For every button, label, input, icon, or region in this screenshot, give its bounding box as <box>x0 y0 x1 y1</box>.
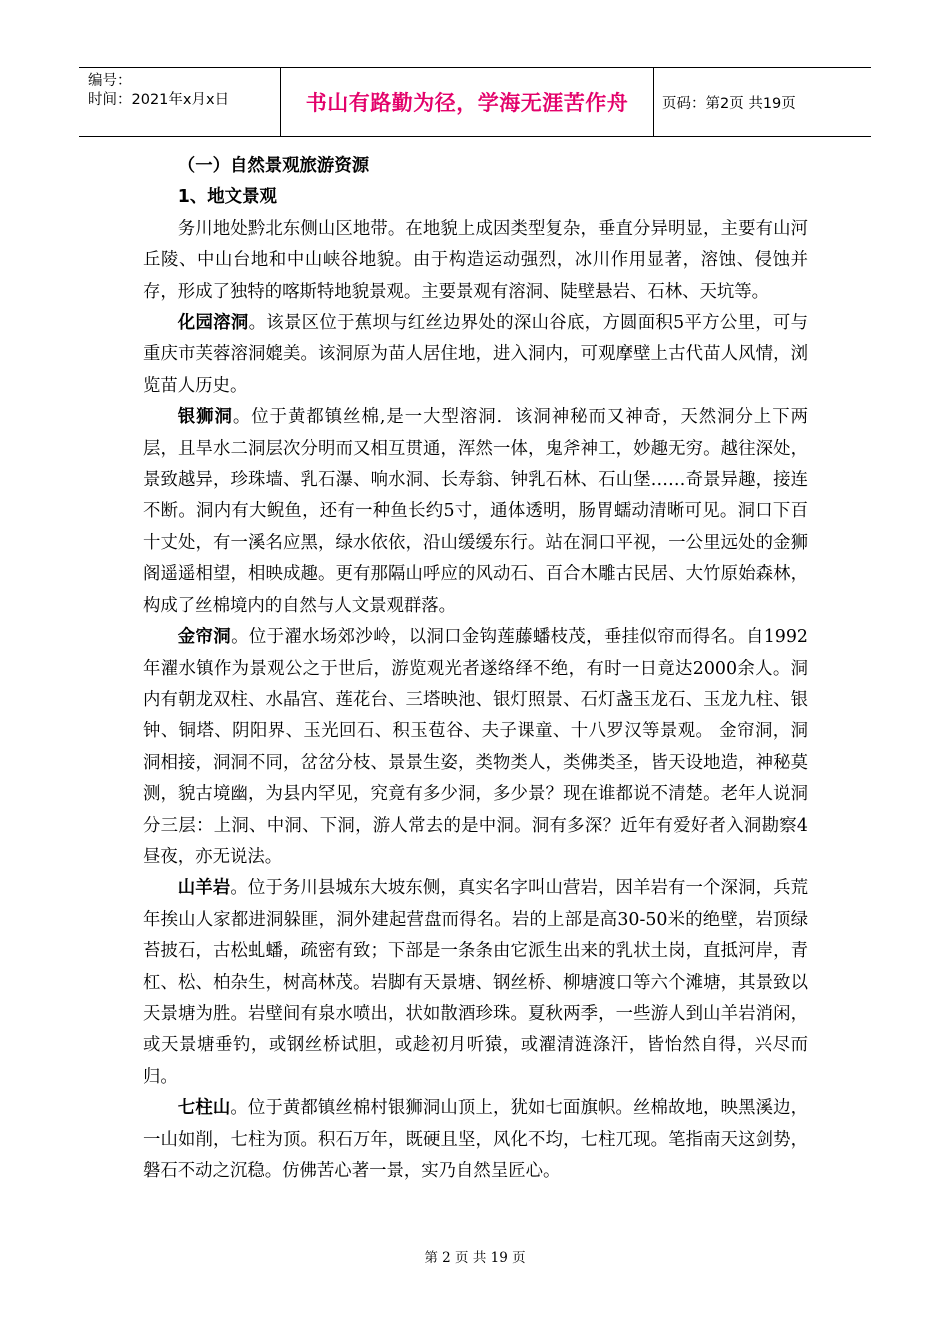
paragraph-title: 银狮洞 <box>177 407 233 428</box>
paragraph-qizhu-mountain <box>143 1093 808 1187</box>
paragraph-title: 山羊岩 <box>177 878 231 899</box>
intro-paragraph: 务川地处黔北东侧山区地带。在地貌上成因类型复杂，垂直分异明显，主要有山河丘陵、中山台地和中山峡谷地貌。由于构造运动强烈，冰川作用显著，溶蚀、侵蚀并存，形成了独特的喀斯特地貌景观。主要景观有溶洞、陡壁悬岩、石林、天坑等。 <box>143 218 808 302</box>
paragraph-text: 。位于黄都镇丝棉,是一大型溶洞．该洞神秘而又神奇，天然洞分上下两层，且旱水二洞层次分明而又相互贯通，浑然一体，鬼斧神工，妙趣无穷。越往深处，景致越异，珍珠墙、乳石瀑、响水洞、长寿翁、钟乳石林、石山堡……奇景异趣，接连不断。洞内有大鲵鱼，还有一种鱼长约5寸，通体透明，肠胃蠕动清晰可见。洞口下百十丈处，有一溪名应黑，绿水依依，沿山缓缓东行。站在洞口平视，一公里远处的金狮阁遥遥相望，相映成趣。更有那隔山呼应的风动石、百合木雕古民居、大竹原始森林，构成了丝棉境内的自然与人文景观群落。 <box>143 407 808 616</box>
paragraph-jinlian-cave <box>143 622 808 873</box>
header-number-label: 编号： <box>88 73 132 89</box>
paragraph-title: 化园溶洞 <box>177 313 249 334</box>
paragraph-yinshi-cave <box>143 402 808 622</box>
document-body <box>143 151 808 1187</box>
header-meta <box>79 68 281 136</box>
header-motto: 书山有路勤为径，学海无涯苦作舟 <box>281 68 654 136</box>
header-date-label: 时间：2021年x月x日 <box>88 92 230 108</box>
paragraph-text: 。位于黄都镇丝棉村银狮洞山顶上，犹如七面旗帜。丝棉故地，映黑溪边，一山如削，七柱为顶。积石万年，既硬且坚，风化不均，七柱兀现。笔指南天这剑势，磐石不动之沉稳。仿佛苦心著一景，实乃自然呈匠心。 <box>143 1098 808 1181</box>
paragraph-huayuan-cave <box>143 308 808 402</box>
page-footer: 第 2 页 共 19 页 <box>424 1250 526 1266</box>
subsection-title: 1、地文景观 <box>177 187 277 208</box>
paragraph-text: 。位于务川县城东大坡东侧，真实名字叫山营岩，因羊岩有一个深洞，兵荒年挨山人家都进洞躲匪，洞外建起营盘而得名。岩的上部是高30-50米的绝壁，岩顶绿苔披石，古松虬蟠，疏密有致；下部是一条条由它派生出来的乳状土岗，直抵河岸，青杠、松、柏杂生，树高林茂。岩脚有天景塘、钢丝桥、柳塘渡口等六个滩塘，其景致以天景塘为胜。岩壁间有泉水喷出，状如散酒珍珠。夏秋两季，一些游人到山羊岩消闲，或天景塘垂钓，或钢丝桥试胆，或趁初月听猿，或濯清涟涤汗，皆怡然自得，兴尽而归。 <box>143 878 808 1087</box>
paragraph-title: 金帘洞 <box>177 627 232 648</box>
paragraph-text: 。位于濯水场郊沙岭，以洞口金钩莲藤蟠枝茂，垂挂似帘而得名。自1992年濯水镇作为景观公之于世后，游览观光者遂络绎不绝，有时一日竟达2000余人。洞内有朝龙双柱、水晶宫、莲花台、三塔映池、银灯照景、石灯盏玉龙石、玉龙九柱、银钟、铜塔、阴阳界、玉光回石、积玉苞谷、夫子课童、十八罗汉等景观。 金帘洞，洞洞相接，洞洞不同，岔岔分枝、景景生姿，类物类人，类佛类圣，皆天设地造，神秘莫测，貌古境幽，为县内罕见，究竟有多少洞，多少景？现在谁都说不清楚。老年人说洞分三层：上洞、中洞、下洞，游人常去的是中洞。洞有多深？近年有爱好者入洞勘察4昼夜，亦无说法。 <box>143 627 808 867</box>
section-title: （一）自然景观旅游资源 <box>177 156 370 176</box>
header-page-label: 页码：第2页 共19页 <box>662 95 796 112</box>
paragraph-title: 七柱山 <box>177 1098 231 1119</box>
page-header <box>79 67 871 137</box>
paragraph-shanyang-rock <box>143 873 808 1093</box>
paragraph-text: 。该景区位于蕉坝与红丝边界处的深山谷底，方圆面积5平方公里，可与重庆市芙蓉溶洞媲美。该洞原为苗人居住地，进入洞内，可观摩壁上古代苗人风情，浏览苗人历史。 <box>143 313 808 396</box>
